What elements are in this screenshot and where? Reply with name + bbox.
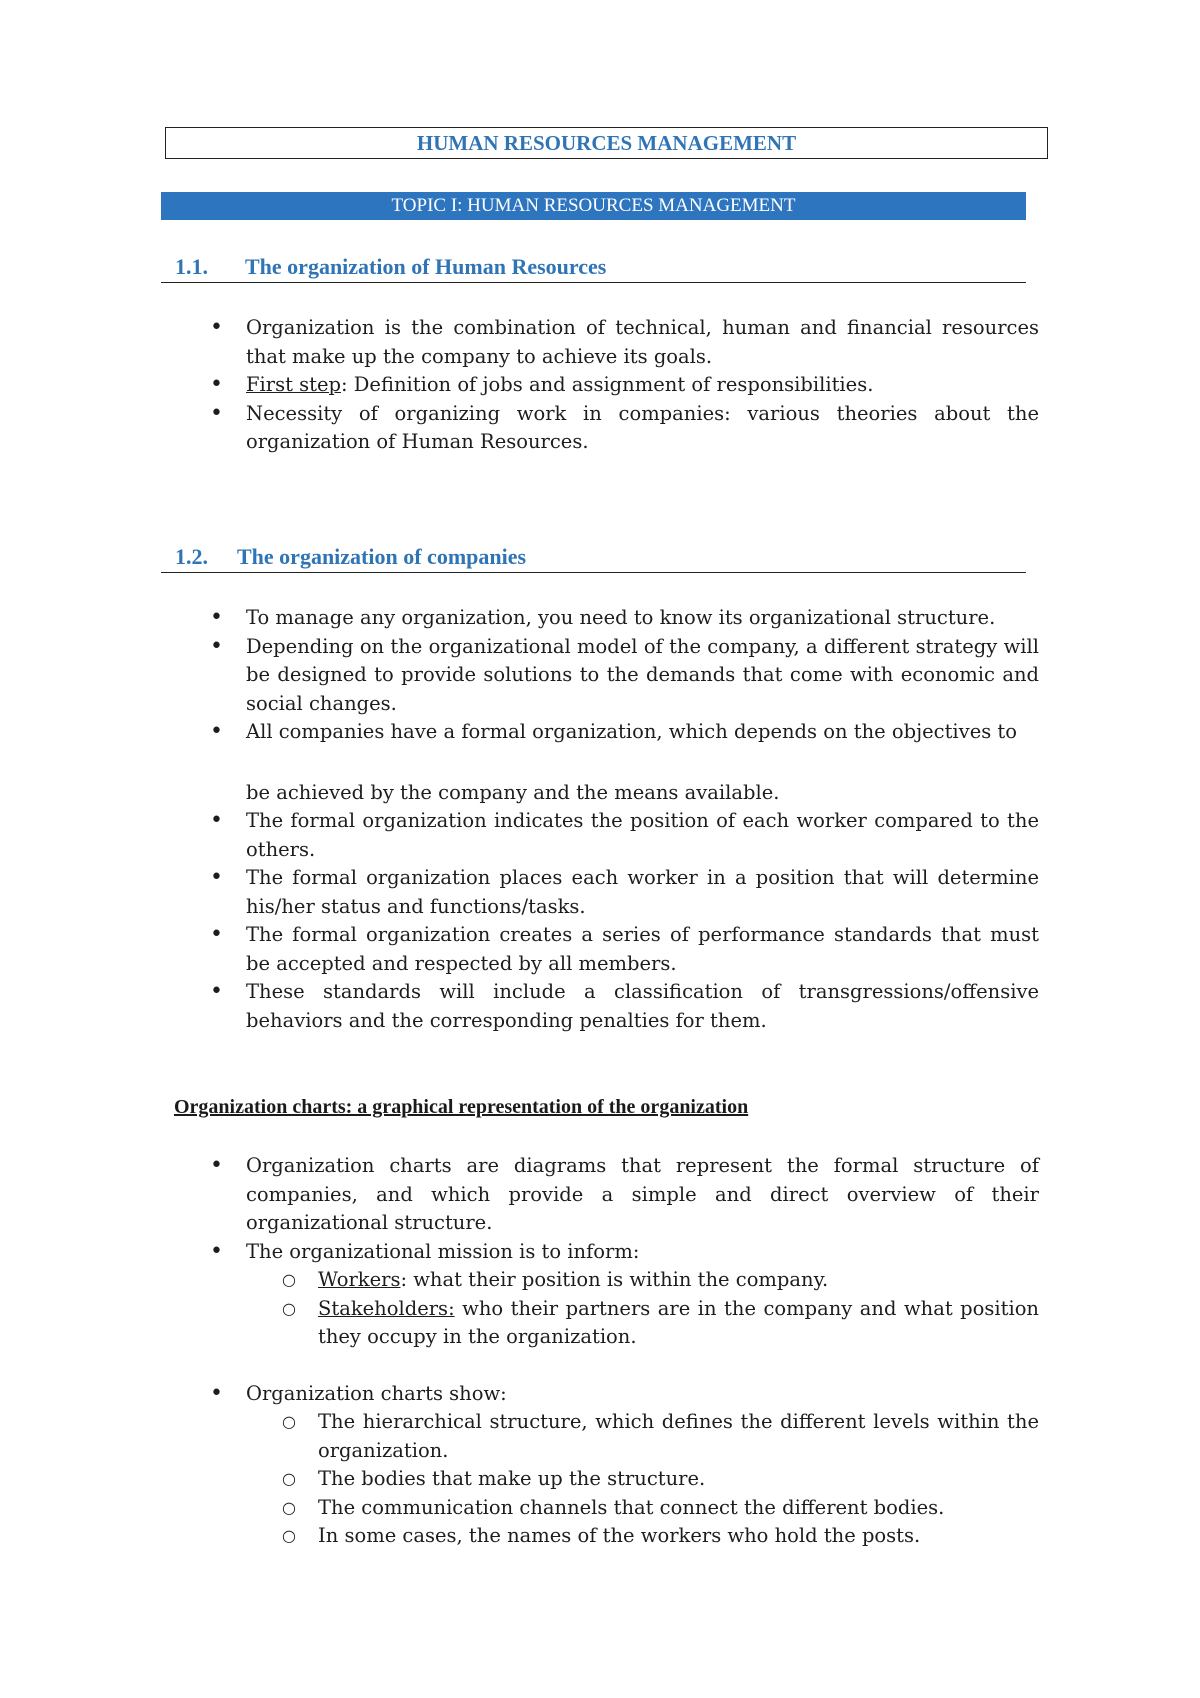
sublist-item: [318, 1295, 1039, 1352]
org-charts-heading: Organization charts: a graphical representation of the organization: [174, 1096, 749, 1118]
list-item: • Depending on the organizational model of the company, a different strategy will be designed to provide solutions to the demands that come with economic and social changes.: [246, 633, 1039, 719]
sublist-item-text: who their partners are in the company and what position they occupy in the organization.: [318, 1296, 1039, 1348]
section-number: 1.1.: [175, 254, 208, 279]
list-item: [246, 718, 1039, 807]
sublist-item: ○ The hierarchical structure, which defines the different levels within the organization.: [318, 1408, 1039, 1465]
list-item: [246, 1238, 1039, 1352]
list-item-text: All companies have a formal organization, which depends on the objectives to: [246, 720, 1018, 743]
section-number: 1.2.: [175, 544, 208, 569]
underlined-term: Workers: [318, 1268, 401, 1291]
section-title: The organization of Human Resources: [245, 254, 607, 279]
sublist-item: [318, 1266, 1039, 1295]
underlined-term: Stakeholders:: [318, 1296, 455, 1320]
section-title: The organization of companies: [237, 544, 527, 569]
list-item-text: : Definition of jobs and assignment of responsibilities.: [341, 373, 874, 396]
list-item: • The formal organization places each worker in a position that will determine his/her status and functions/tasks.: [246, 864, 1039, 921]
list-item: • The formal organization creates a series of performance standards that must be accepted and respected by all members.: [246, 921, 1039, 978]
sublist-item: ○ The communication channels that connect the different bodies.: [318, 1494, 1039, 1523]
section-1-2-list: [246, 604, 1039, 1035]
list-item: • The formal organization indicates the position of each worker compared to the others.: [246, 807, 1039, 864]
section-heading-1-1: [161, 252, 1026, 283]
sublist-item: ○ In some cases, the names of the workers who hold the posts.: [318, 1522, 1039, 1551]
list-item: • These standards will include a classification of transgressions/offensive behaviors and the corresponding penalties for them.: [246, 978, 1039, 1035]
org-charts-list: [246, 1152, 1039, 1551]
topic-banner: TOPIC I: HUMAN RESOURCES MANAGEMENT: [161, 192, 1026, 220]
list-item-text: Organization charts show:: [246, 1381, 507, 1405]
underlined-term: First step: [246, 373, 341, 396]
list-item: [246, 1380, 1039, 1551]
list-item: • Organization charts are diagrams that represent the formal structure of companies, and which provide a simple and direct overview of their organizational structure.: [246, 1152, 1039, 1238]
section-1-1-list: [246, 314, 1039, 457]
list-item-text: The organizational mission is to inform:: [246, 1239, 640, 1263]
document-title: HUMAN RESOURCES MANAGEMENT: [165, 127, 1048, 159]
mission-sublist: [246, 1266, 1039, 1352]
sublist-item-text: : what their position is within the company.: [400, 1268, 829, 1291]
section-heading-1-2: [161, 542, 1026, 573]
list-item-continuation: be achieved by the company and the means available.: [246, 780, 780, 804]
sublist-item: ○ The bodies that make up the structure.: [318, 1465, 1039, 1494]
list-item: • To manage any organization, you need to know its organizational structure.: [246, 604, 1039, 633]
shows-sublist: [246, 1408, 1039, 1551]
list-item: • Organization is the combination of technical, human and financial resources that make up the company to achieve its goals.: [246, 314, 1039, 371]
list-item: [246, 371, 1039, 400]
list-item: • Necessity of organizing work in companies: various theories about the organization of Human Resources.: [246, 400, 1039, 457]
